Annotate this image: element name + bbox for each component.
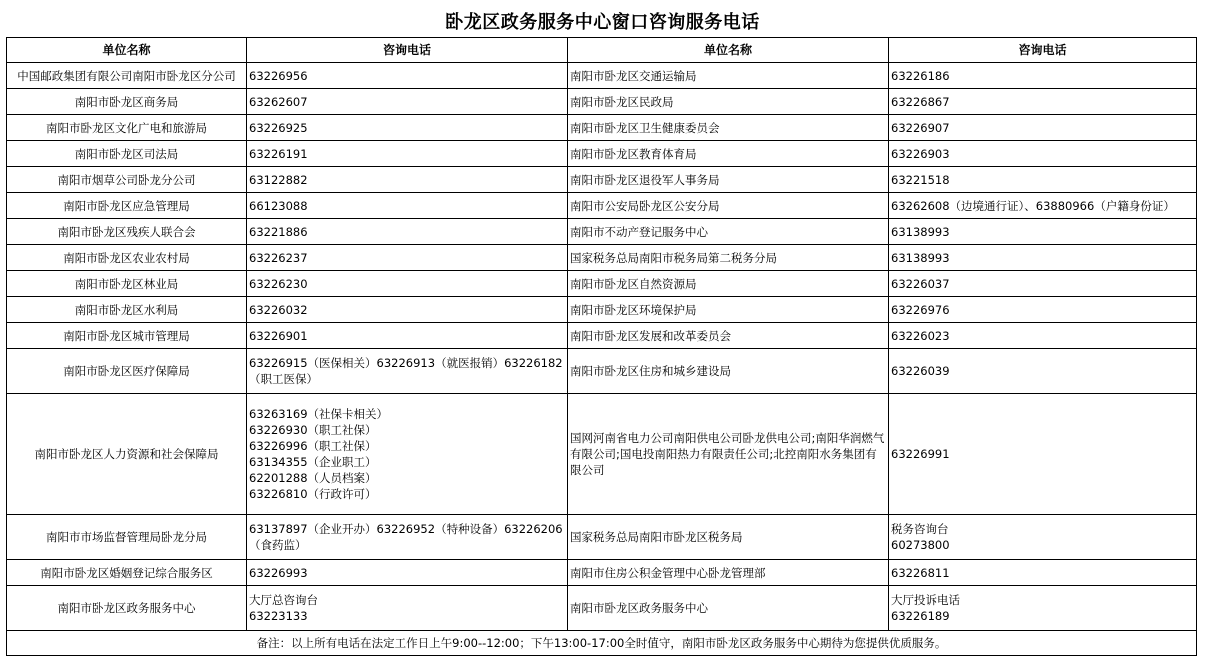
phone-cell: [889, 167, 1197, 193]
phone-cell: [247, 219, 568, 245]
phone-line: 62201288（人员档案）: [249, 471, 377, 485]
table-row: [7, 167, 1197, 193]
phone-line: 63137897（企业开办）63226952（特种设备）63226206（食药监）: [249, 522, 563, 552]
table-row: [7, 394, 1197, 515]
unit-name-cell: 南阳市卧龙区婚姻登记综合服务区: [7, 560, 247, 586]
unit-name-cell: 南阳市卧龙区司法局: [7, 141, 247, 167]
header-unit-name-left: 单位名称: [7, 38, 247, 63]
unit-name-cell: 南阳市卧龙区城市管理局: [7, 323, 247, 349]
unit-name-cell: 南阳市卧龙区水利局: [7, 297, 247, 323]
phone-cell: [889, 271, 1197, 297]
unit-name-cell: 南阳市不动产登记服务中心: [568, 219, 889, 245]
phone-line: 63226901: [249, 328, 308, 343]
phone-cell: [247, 586, 568, 631]
table-row: [7, 63, 1197, 89]
unit-name-cell: 南阳市住房公积金管理中心卧龙管理部: [568, 560, 889, 586]
phone-cell: [889, 586, 1197, 631]
unit-name-cell: 南阳市卧龙区环境保护局: [568, 297, 889, 323]
unit-name-cell: 南阳市卧龙区应急管理局: [7, 193, 247, 219]
phone-cell: [889, 89, 1197, 115]
unit-name-cell: 南阳市卧龙区商务局: [7, 89, 247, 115]
unit-name-cell: 南阳市公安局卧龙区公安分局: [568, 193, 889, 219]
unit-name-cell: 南阳市卧龙区住房和城乡建设局: [568, 349, 889, 394]
unit-name-cell: 南阳市卧龙区政务服务中心: [7, 586, 247, 631]
phone-line: 66123088: [249, 198, 308, 213]
phone-line: 63226230: [249, 276, 308, 291]
phone-cell: [889, 63, 1197, 89]
table-row: [7, 141, 1197, 167]
phone-cell: [247, 297, 568, 323]
table-row: [7, 89, 1197, 115]
unit-name-cell: 南阳市卧龙区发展和改革委员会: [568, 323, 889, 349]
unit-name-cell: 南阳市卧龙区交通运输局: [568, 63, 889, 89]
phone-line: 63226976: [891, 302, 950, 317]
phone-line: 63226915（医保相关）63226913（就医报销）63226182（职工医保）: [249, 356, 563, 386]
phone-line: 63226023: [891, 328, 950, 343]
phone-cell: [889, 193, 1197, 219]
phone-line: 63226993: [249, 565, 308, 580]
unit-name-cell: 南阳市卧龙区卫生健康委员会: [568, 115, 889, 141]
phone-line: 63226186: [891, 68, 950, 83]
phone-line: 大厅投诉电话: [891, 593, 960, 607]
phone-line: 63134355（企业职工）: [249, 455, 377, 469]
table-row: [7, 297, 1197, 323]
header-phone-left: 咨询电话: [247, 38, 568, 63]
phone-line: 大厅总咨询台: [249, 593, 318, 607]
table-body: [7, 63, 1197, 631]
header-phone-right: 咨询电话: [889, 38, 1197, 63]
phone-cell: [247, 515, 568, 560]
phone-line: 63226956: [249, 68, 308, 83]
phone-line: 63122882: [249, 172, 308, 187]
phone-cell: [889, 219, 1197, 245]
phone-line: 63226191: [249, 146, 308, 161]
phone-line: 63226237: [249, 250, 308, 265]
phone-cell: [247, 141, 568, 167]
unit-name-cell: 中国邮政集团有限公司南阳市卧龙区分公司: [7, 63, 247, 89]
note-row: [7, 631, 1197, 656]
phone-cell: [247, 193, 568, 219]
unit-name-cell: 南阳市卧龙区残疾人联合会: [7, 219, 247, 245]
phone-line: 63226991: [891, 447, 950, 461]
phone-line: 63226811: [891, 565, 950, 580]
phone-line: 63226032: [249, 302, 308, 317]
contact-table: [6, 37, 1197, 656]
table-row: [7, 349, 1197, 394]
unit-name-cell: 南阳市烟草公司卧龙分公司: [7, 167, 247, 193]
phone-line: 63263169（社保卡相关）: [249, 407, 389, 421]
phone-line: 税务咨询台: [891, 522, 949, 536]
unit-name-cell: 南阳市卧龙区民政局: [568, 89, 889, 115]
unit-name-cell: 南阳市卧龙区农业农村局: [7, 245, 247, 271]
unit-name-cell: 南阳市卧龙区自然资源局: [568, 271, 889, 297]
phone-cell: [889, 323, 1197, 349]
table-header-row: [7, 38, 1197, 63]
phone-line: 63226907: [891, 120, 950, 135]
phone-line: 63223133: [249, 609, 308, 623]
unit-name-cell: 南阳市卧龙区政务服务中心: [568, 586, 889, 631]
phone-line: 63226925: [249, 120, 308, 135]
unit-name-cell: 南阳市卧龙区文化广电和旅游局: [7, 115, 247, 141]
unit-name-cell: 国家税务总局南阳市卧龙区税务局: [568, 515, 889, 560]
table-row: [7, 245, 1197, 271]
table-row: [7, 193, 1197, 219]
phone-line: 63226996（职工社保）: [249, 439, 377, 453]
table-row: [7, 586, 1197, 631]
phone-cell: [889, 394, 1197, 515]
unit-name-cell: 南阳市卧龙区退役军人事务局: [568, 167, 889, 193]
phone-cell: [247, 245, 568, 271]
unit-name-cell: 南阳市卧龙区人力资源和社会保障局: [7, 394, 247, 515]
phone-line: 63226903: [891, 146, 950, 161]
header-unit-name-right: 单位名称: [568, 38, 889, 63]
phone-line: 63226867: [891, 94, 950, 109]
phone-cell: [247, 167, 568, 193]
phone-line: 60273800: [891, 538, 950, 552]
unit-name-cell: 国家税务总局南阳市税务局第二税务分局: [568, 245, 889, 271]
unit-name-cell: 南阳市市场监督管理局卧龙分局: [7, 515, 247, 560]
phone-line: 63262607: [249, 94, 308, 109]
phone-line: 63226810（行政许可）: [249, 487, 377, 501]
unit-name-cell: 南阳市卧龙区医疗保障局: [7, 349, 247, 394]
table-row: [7, 560, 1197, 586]
table-row: [7, 323, 1197, 349]
phone-cell: [889, 141, 1197, 167]
phone-line: 63226189: [891, 609, 950, 623]
phone-cell: [889, 515, 1197, 560]
phone-line: 63226037: [891, 276, 950, 291]
table-row: [7, 115, 1197, 141]
phone-line: 63226930（职工社保）: [249, 423, 377, 437]
phone-cell: [247, 394, 568, 515]
page-title: 卧龙区政务服务中心窗口咨询服务电话: [445, 12, 760, 33]
table-row: [7, 219, 1197, 245]
phone-cell: [247, 271, 568, 297]
phone-cell: [889, 297, 1197, 323]
phone-line: 63138993: [891, 250, 950, 265]
phone-cell: [889, 349, 1197, 394]
phone-cell: [247, 63, 568, 89]
phone-cell: [247, 115, 568, 141]
unit-name-cell: 南阳市卧龙区教育体育局: [568, 141, 889, 167]
unit-name-cell: 南阳市卧龙区林业局: [7, 271, 247, 297]
unit-name-cell: 国网河南省电力公司南阳供电公司卧龙供电公司;南阳华润燃气有限公司;国电投南阳热力有限责任公司;北控南阳水务集团有限公司: [568, 394, 889, 515]
phone-cell: [247, 560, 568, 586]
phone-cell: [247, 349, 568, 394]
table-row: [7, 515, 1197, 560]
phone-cell: [247, 89, 568, 115]
phone-cell: [889, 115, 1197, 141]
phone-line: 63221886: [249, 224, 308, 239]
phone-line: 63262608（边境通行证）、63880966（户籍身份证）: [891, 198, 1175, 213]
phone-cell: [247, 323, 568, 349]
phone-line: 63221518: [891, 172, 950, 187]
phone-line: 63226039: [891, 364, 950, 378]
phone-line: 63138993: [891, 224, 950, 239]
note-text: 备注：以上所有电话在法定工作日上午9:00--12:00；下午13:00-17:00全时值守，南阳市卧龙区政务服务中心期待为您提供优质服务。: [7, 631, 1197, 656]
table-row: [7, 271, 1197, 297]
phone-cell: [889, 245, 1197, 271]
phone-cell: [889, 560, 1197, 586]
